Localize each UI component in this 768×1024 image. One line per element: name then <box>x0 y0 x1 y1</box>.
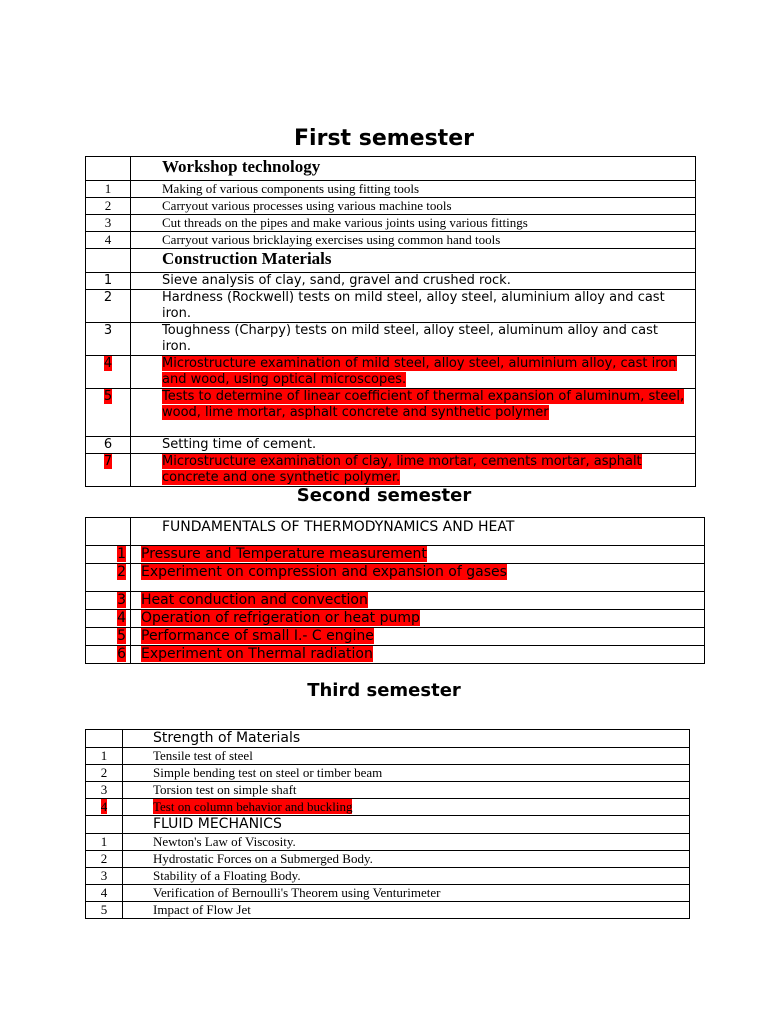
item-number <box>86 902 123 919</box>
item-description <box>131 215 696 232</box>
item-number <box>86 389 131 437</box>
item-number-text: 2 <box>100 851 108 866</box>
item-description <box>123 868 690 885</box>
item-number <box>86 646 131 664</box>
item-number-text: 1 <box>100 748 108 763</box>
first-semester-table <box>85 156 696 487</box>
item-description <box>123 851 690 868</box>
item-description-text: Microstructure examination of mild steel, alloy steel, aluminium alloy, cast iron and wood, using optical microscopes. <box>162 356 677 387</box>
item-description <box>131 389 696 437</box>
list-item <box>86 834 690 851</box>
list-item <box>86 181 696 198</box>
item-description <box>123 834 690 851</box>
list-item <box>86 851 690 868</box>
item-number-text: 4 <box>100 799 108 814</box>
item-description-text: Performance of small I.- C engine <box>141 628 374 644</box>
item-description-text: Impact of Flow Jet <box>153 902 251 917</box>
item-description-text: Hydrostatic Forces on a Submerged Body. <box>153 851 373 866</box>
list-item <box>86 232 696 249</box>
list-item <box>86 546 705 564</box>
item-number <box>86 592 131 610</box>
item-description-text: Heat conduction and convection <box>141 592 368 608</box>
list-item <box>86 748 690 765</box>
item-number-text: 5 <box>100 902 108 917</box>
item-description-text: Sieve analysis of clay, sand, gravel and crushed rock. <box>162 273 511 288</box>
item-description <box>123 765 690 782</box>
item-number-text: 3 <box>117 592 126 608</box>
list-item <box>86 765 690 782</box>
item-number <box>86 323 131 356</box>
list-item <box>86 799 690 816</box>
item-description-text: Toughness (Charpy) tests on mild steel, alloy steel, aluminum alloy and cast iron. <box>162 323 659 354</box>
item-number <box>86 851 123 868</box>
item-number <box>86 564 131 592</box>
item-number-text: 6 <box>117 646 126 662</box>
list-item <box>86 902 690 919</box>
item-number-text: 2 <box>117 564 126 580</box>
thermo-heading: FUNDAMENTALS OF THERMODYNAMICS AND HEAT <box>131 518 705 546</box>
list-item <box>86 628 705 646</box>
item-description <box>131 356 696 389</box>
item-description <box>131 198 696 215</box>
item-number <box>86 834 123 851</box>
list-item <box>86 592 705 610</box>
item-number <box>86 628 131 646</box>
item-description <box>123 902 690 919</box>
item-number <box>86 799 123 816</box>
item-description-text: Verification of Bernoulli's Theorem using Venturimeter <box>153 885 441 900</box>
list-item <box>86 323 696 356</box>
list-item <box>86 290 696 323</box>
item-description-text: Stability of a Floating Body. <box>153 868 301 883</box>
list-item <box>86 885 690 902</box>
item-number-text: 3 <box>103 323 113 338</box>
item-number-text: 1 <box>103 273 113 288</box>
item-description <box>123 885 690 902</box>
item-description-text: Newton's Law of Viscosity. <box>153 834 296 849</box>
item-number-text: 4 <box>103 356 113 371</box>
item-number-text: 2 <box>104 198 112 213</box>
workshop-heading: Workshop technology <box>131 157 696 181</box>
second-semester-table <box>85 517 705 664</box>
first-semester-title: First semester <box>294 126 474 151</box>
list-item <box>86 646 705 664</box>
list-item <box>86 564 705 592</box>
item-number-text: 2 <box>103 290 113 305</box>
item-number-text: 3 <box>100 868 108 883</box>
item-number <box>86 765 123 782</box>
item-description-text: Torsion test on simple shaft <box>153 782 297 797</box>
item-description <box>131 592 705 610</box>
item-number-text: 7 <box>103 454 113 469</box>
list-item <box>86 273 696 290</box>
item-number <box>86 868 123 885</box>
item-description <box>131 610 705 628</box>
third-semester-table <box>85 729 690 919</box>
item-description-text: Tests to determine of linear coefficient of thermal expansion of aluminum, steel, wood, lime mortar, asphalt concrete and synthetic polymer <box>162 389 685 420</box>
item-description-text: Operation of refrigeration or heat pump <box>141 610 420 626</box>
strength-heading: Strength of Materials <box>123 730 690 748</box>
item-number <box>86 232 131 249</box>
item-description-text: Pressure and Temperature measurement <box>141 546 427 562</box>
list-item <box>86 868 690 885</box>
item-description-text: Carryout various bricklaying exercises using common hand tools <box>162 232 501 247</box>
item-description <box>131 564 705 592</box>
item-number-text: 3 <box>104 215 112 230</box>
item-description-text: Making of various components using fitting tools <box>162 181 420 196</box>
item-description-text: Tensile test of steel <box>153 748 253 763</box>
item-description <box>131 323 696 356</box>
item-number <box>86 546 131 564</box>
item-number <box>86 782 123 799</box>
item-description-text: Hardness (Rockwell) tests on mild steel, alloy steel, aluminium alloy and cast iron. <box>162 290 665 321</box>
list-item <box>86 610 705 628</box>
list-item <box>86 389 696 437</box>
item-number <box>86 215 131 232</box>
item-description-text: Setting time of cement. <box>162 437 317 452</box>
list-item <box>86 437 696 454</box>
item-number-text: 1 <box>104 181 112 196</box>
item-number-text: 4 <box>104 232 112 247</box>
item-number <box>86 610 131 628</box>
list-item <box>86 215 696 232</box>
item-number-text: 3 <box>100 782 108 797</box>
item-description <box>131 646 705 664</box>
item-number <box>86 748 123 765</box>
item-number-text: 6 <box>103 437 113 452</box>
item-number-text: 5 <box>117 628 126 644</box>
item-description <box>123 799 690 816</box>
construction-heading-row <box>86 249 696 273</box>
list-item <box>86 782 690 799</box>
item-description <box>123 782 690 799</box>
construction-heading: Construction Materials <box>131 249 696 273</box>
item-number-text: 5 <box>103 389 113 404</box>
item-description-text: Microstructure examination of clay, lime mortar, cements mortar, asphalt concrete and one synthetic polymer. <box>162 454 642 485</box>
item-description-text: Simple bending test on steel or timber beam <box>153 765 383 780</box>
item-description-text: Experiment on Thermal radiation <box>141 646 373 662</box>
strength-heading-row <box>86 730 690 748</box>
thermo-heading-row <box>86 518 705 546</box>
item-description <box>131 628 705 646</box>
item-number <box>86 181 131 198</box>
item-description <box>131 273 696 290</box>
item-description <box>123 748 690 765</box>
item-number <box>86 437 131 454</box>
fluid-heading-row <box>86 816 690 834</box>
item-number-text: 1 <box>117 546 126 562</box>
item-description-text: Test on column behavior and buckling <box>153 799 353 814</box>
item-description <box>131 232 696 249</box>
item-number <box>86 273 131 290</box>
item-description <box>131 437 696 454</box>
item-description-text: Carryout various processes using various machine tools <box>162 198 452 213</box>
list-item <box>86 198 696 215</box>
list-item <box>86 356 696 389</box>
item-number-text: 4 <box>100 885 108 900</box>
item-number <box>86 454 131 487</box>
list-item <box>86 454 696 487</box>
item-description <box>131 546 705 564</box>
item-number <box>86 356 131 389</box>
item-description-text: Experiment on compression and expansion of gases <box>141 564 507 580</box>
item-description <box>131 181 696 198</box>
fluid-heading: FLUID MECHANICS <box>123 816 690 834</box>
item-number-text: 1 <box>100 834 108 849</box>
item-number <box>86 885 123 902</box>
second-semester-title: Second semester <box>296 485 472 506</box>
item-number-text: 4 <box>117 610 126 626</box>
item-description <box>131 454 696 487</box>
item-number <box>86 290 131 323</box>
third-semester-title: Third semester <box>307 680 461 701</box>
item-description <box>131 290 696 323</box>
item-number-text: 2 <box>100 765 108 780</box>
item-number <box>86 198 131 215</box>
workshop-heading-row <box>86 157 696 181</box>
item-description-text: Cut threads on the pipes and make various joints using various fittings <box>162 215 528 230</box>
